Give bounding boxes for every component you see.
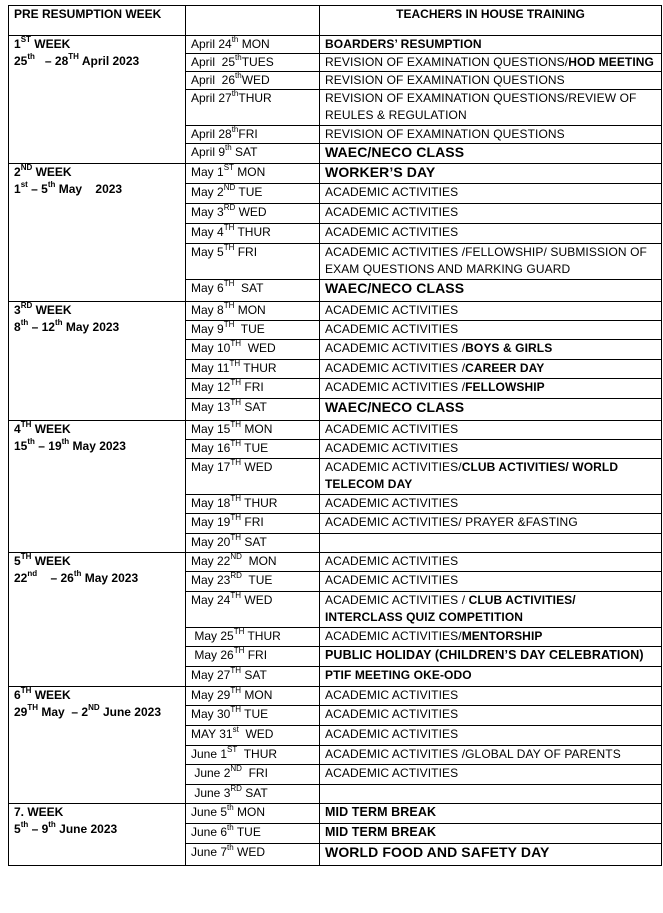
- day-date-cell: May 1ST MON: [186, 164, 320, 184]
- day-date-cell: April 27thTHUR: [186, 90, 320, 126]
- day-date-cell: June 1ST THUR: [186, 746, 320, 765]
- activity-cell: [320, 514, 662, 534]
- activity-cell: [320, 280, 662, 302]
- activity-text: WAEC/NECO CLASS: [325, 399, 465, 415]
- activity-text: ACADEMIC ACTIVITIES: [325, 554, 459, 568]
- day-date-cell: May 17TH WED: [186, 459, 320, 495]
- activity-text: ACADEMIC ACTIVITIES/: [325, 460, 462, 474]
- day-date-cell: May 13TH SAT: [186, 399, 320, 421]
- activity-cell: [320, 628, 662, 647]
- day-date-cell: May 29TH MON: [186, 687, 320, 706]
- activity-cell: [320, 379, 662, 399]
- header-pre-resumption: PRE RESUMPTION WEEK: [9, 6, 186, 36]
- week-date-range: 8th – 12th May 2023: [14, 318, 120, 334]
- activity-text: ACADEMIC ACTIVITIES /: [325, 361, 466, 375]
- activity-text: HOD MEETING: [568, 55, 654, 69]
- activity-cell: [320, 495, 662, 514]
- day-date-cell: May 25TH THUR: [186, 628, 320, 647]
- activity-text: REVISION OF EXAMINATION QUESTIONS/REVIEW OF REULES & REGULATION: [325, 91, 637, 122]
- activity-cell: [320, 204, 662, 224]
- day-date-cell: May 27TH SAT: [186, 667, 320, 687]
- activity-cell: [320, 244, 662, 280]
- activity-text: REVISION OF EXAMINATION QUESTIONS: [325, 127, 565, 141]
- day-date-cell: May 5TH FRI: [186, 244, 320, 280]
- activity-text: ACADEMIC ACTIVITIES: [325, 573, 459, 587]
- day-date-cell: May 26TH FRI: [186, 647, 320, 667]
- day-row: [9, 687, 662, 706]
- day-date-cell: June 3RD SAT: [186, 785, 320, 804]
- activity-text: PUBLIC HOLIDAY (CHILDREN’S DAY CELEBRATION): [325, 648, 644, 662]
- activity-cell: [320, 687, 662, 706]
- activity-text: MENTORSHIP: [461, 629, 543, 643]
- activity-text: ACADEMIC ACTIVITIES /FELLOWSHIP/ SUBMISSION OF EXAM QUESTIONS AND MARKING GUARD: [325, 245, 647, 276]
- day-date-cell: May 16TH TUE: [186, 440, 320, 459]
- week-cell: [9, 687, 186, 804]
- header-empty-cell: [186, 6, 320, 36]
- day-date-cell: May 11TH THUR: [186, 360, 320, 379]
- day-row: [9, 421, 662, 440]
- day-date-cell: May 10TH WED: [186, 340, 320, 360]
- activity-cell: [320, 90, 662, 126]
- week-cell: [9, 804, 186, 866]
- day-date-cell: May 30TH TUE: [186, 706, 320, 726]
- activity-cell: [320, 340, 662, 360]
- activity-cell: [320, 534, 662, 553]
- activity-cell: [320, 321, 662, 340]
- activity-cell: [320, 765, 662, 785]
- activity-cell: [320, 164, 662, 184]
- activity-cell: [320, 72, 662, 90]
- activity-text: MID TERM BREAK: [325, 825, 437, 839]
- activity-text: ACADEMIC ACTIVITIES /: [325, 593, 469, 607]
- activity-cell: [320, 399, 662, 421]
- day-date-cell: May 24TH WED: [186, 592, 320, 628]
- header-row: [9, 6, 662, 36]
- activity-text: ACADEMIC ACTIVITIES: [325, 422, 459, 436]
- activity-text: WORLD FOOD AND SAFETY DAY: [325, 844, 550, 860]
- activity-cell: [320, 785, 662, 804]
- day-date-cell: June 5th MON: [186, 804, 320, 824]
- week-label: 2ND WEEK: [14, 163, 72, 179]
- activity-text: WORKER’S DAY: [325, 164, 436, 180]
- day-date-cell: May 3RD WED: [186, 204, 320, 224]
- day-date-cell: May 22ND MON: [186, 553, 320, 572]
- activity-cell: [320, 459, 662, 495]
- day-date-cell: April 28thFRI: [186, 126, 320, 144]
- activity-text: ACADEMIC ACTIVITIES: [325, 441, 459, 455]
- activity-cell: [320, 302, 662, 321]
- week-cell: [9, 36, 186, 164]
- day-date-cell: MAY 31st WED: [186, 726, 320, 746]
- activity-cell: [320, 144, 662, 164]
- week-label: 1ST WEEK: [14, 35, 71, 51]
- activity-cell: [320, 726, 662, 746]
- activity-text: ACADEMIC ACTIVITIES /GLOBAL DAY OF PARENTS: [325, 747, 621, 761]
- activity-text: BOYS & GIRLS: [465, 341, 553, 355]
- day-date-cell: April 9th SAT: [186, 144, 320, 164]
- activity-text: ACADEMIC ACTIVITIES: [325, 303, 459, 317]
- day-row: [9, 302, 662, 321]
- activity-text: ACADEMIC ACTIVITIES: [325, 205, 459, 219]
- header-teachers-training: TEACHERS IN HOUSE TRAINING: [320, 6, 662, 36]
- activity-text: ACADEMIC ACTIVITIES /: [325, 380, 466, 394]
- day-date-cell: May 2ND TUE: [186, 184, 320, 204]
- activity-text: FELLOWSHIP: [465, 380, 545, 394]
- day-date-cell: April 25thTUES: [186, 54, 320, 72]
- activity-text: ACADEMIC ACTIVITIES/ PRAYER &FASTING: [325, 515, 578, 529]
- activity-cell: [320, 667, 662, 687]
- day-date-cell: May 18TH THUR: [186, 495, 320, 514]
- activity-text: ACADEMIC ACTIVITIES /: [325, 341, 466, 355]
- activity-text: PTIF MEETING OKE-ODO: [325, 668, 472, 682]
- activity-cell: [320, 36, 662, 54]
- day-date-cell: June 2ND FRI: [186, 765, 320, 785]
- day-date-cell: April 26thWED: [186, 72, 320, 90]
- activity-text: ACADEMIC ACTIVITIES: [325, 185, 459, 199]
- week-cell: [9, 164, 186, 302]
- activity-cell: [320, 824, 662, 844]
- activity-text: CLUB ACTIVITIES/ INTERCLASS QUIZ COMPETITION: [325, 593, 576, 624]
- activity-cell: [320, 126, 662, 144]
- activity-cell: [320, 440, 662, 459]
- week-label: 6TH WEEK: [14, 686, 71, 702]
- activity-cell: [320, 421, 662, 440]
- activity-cell: [320, 224, 662, 244]
- day-date-cell: April 24th MON: [186, 36, 320, 54]
- activity-text: REVISION OF EXAMINATION QUESTIONS: [325, 73, 565, 87]
- day-row: [9, 553, 662, 572]
- day-date-cell: May 20TH SAT: [186, 534, 320, 553]
- week-label: 5TH WEEK: [14, 552, 71, 568]
- day-date-cell: June 7th WED: [186, 844, 320, 866]
- activity-cell: [320, 572, 662, 592]
- day-date-cell: May 12TH FRI: [186, 379, 320, 399]
- activity-text: WAEC/NECO CLASS: [325, 144, 465, 160]
- day-date-cell: May 4TH THUR: [186, 224, 320, 244]
- activity-text: ACADEMIC ACTIVITIES: [325, 766, 459, 780]
- day-date-cell: May 8TH MON: [186, 302, 320, 321]
- activity-cell: [320, 592, 662, 628]
- activity-text: ACADEMIC ACTIVITIES/: [325, 629, 462, 643]
- activity-text: ACADEMIC ACTIVITIES: [325, 688, 459, 702]
- activity-cell: [320, 184, 662, 204]
- week-cell: [9, 302, 186, 421]
- week-date-range: 29TH May – 2ND June 2023: [14, 703, 161, 719]
- day-date-cell: May 15TH MON: [186, 421, 320, 440]
- activity-text: BOARDERS’ RESUMPTION: [325, 37, 482, 51]
- activity-text: WAEC/NECO CLASS: [325, 280, 465, 296]
- day-date-cell: May 9TH TUE: [186, 321, 320, 340]
- activity-text: ACADEMIC ACTIVITIES: [325, 322, 459, 336]
- day-row: [9, 36, 662, 54]
- activity-cell: [320, 360, 662, 379]
- day-date-cell: May 23RD TUE: [186, 572, 320, 592]
- schedule-table: [8, 5, 662, 866]
- week-label: 7. WEEK: [14, 805, 64, 819]
- activity-text: CLUB ACTIVITIES/ WORLD TELECOM DAY: [325, 460, 619, 491]
- activity-text: ACADEMIC ACTIVITIES: [325, 707, 459, 721]
- activity-cell: [320, 746, 662, 765]
- activity-cell: [320, 553, 662, 572]
- day-date-cell: June 6th TUE: [186, 824, 320, 844]
- activity-cell: [320, 804, 662, 824]
- week-date-range: 15th – 19th May 2023: [14, 437, 126, 453]
- activity-cell: [320, 844, 662, 866]
- day-row: [9, 164, 662, 184]
- activity-cell: [320, 54, 662, 72]
- week-date-range: 22nd – 26th May 2023: [14, 569, 139, 585]
- week-label: 3RD WEEK: [14, 301, 72, 317]
- activity-cell: [320, 706, 662, 726]
- activity-text: ACADEMIC ACTIVITIES: [325, 727, 459, 741]
- activity-text: MID TERM BREAK: [325, 805, 437, 819]
- week-label: 4TH WEEK: [14, 420, 71, 436]
- day-row: [9, 804, 662, 824]
- week-date-range: 5th – 9th June 2023: [14, 820, 118, 836]
- week-date-range: 25th – 28TH April 2023: [14, 52, 140, 68]
- day-date-cell: May 6TH SAT: [186, 280, 320, 302]
- activity-text: REVISION OF EXAMINATION QUESTIONS/: [325, 55, 569, 69]
- week-date-range: 1st – 5th May 2023: [14, 180, 123, 196]
- activity-cell: [320, 647, 662, 667]
- week-cell: [9, 553, 186, 687]
- activity-text: ACADEMIC ACTIVITIES: [325, 496, 459, 510]
- activity-text: CAREER DAY: [465, 361, 545, 375]
- activity-text: ACADEMIC ACTIVITIES: [325, 225, 459, 239]
- week-cell: [9, 421, 186, 553]
- day-date-cell: May 19TH FRI: [186, 514, 320, 534]
